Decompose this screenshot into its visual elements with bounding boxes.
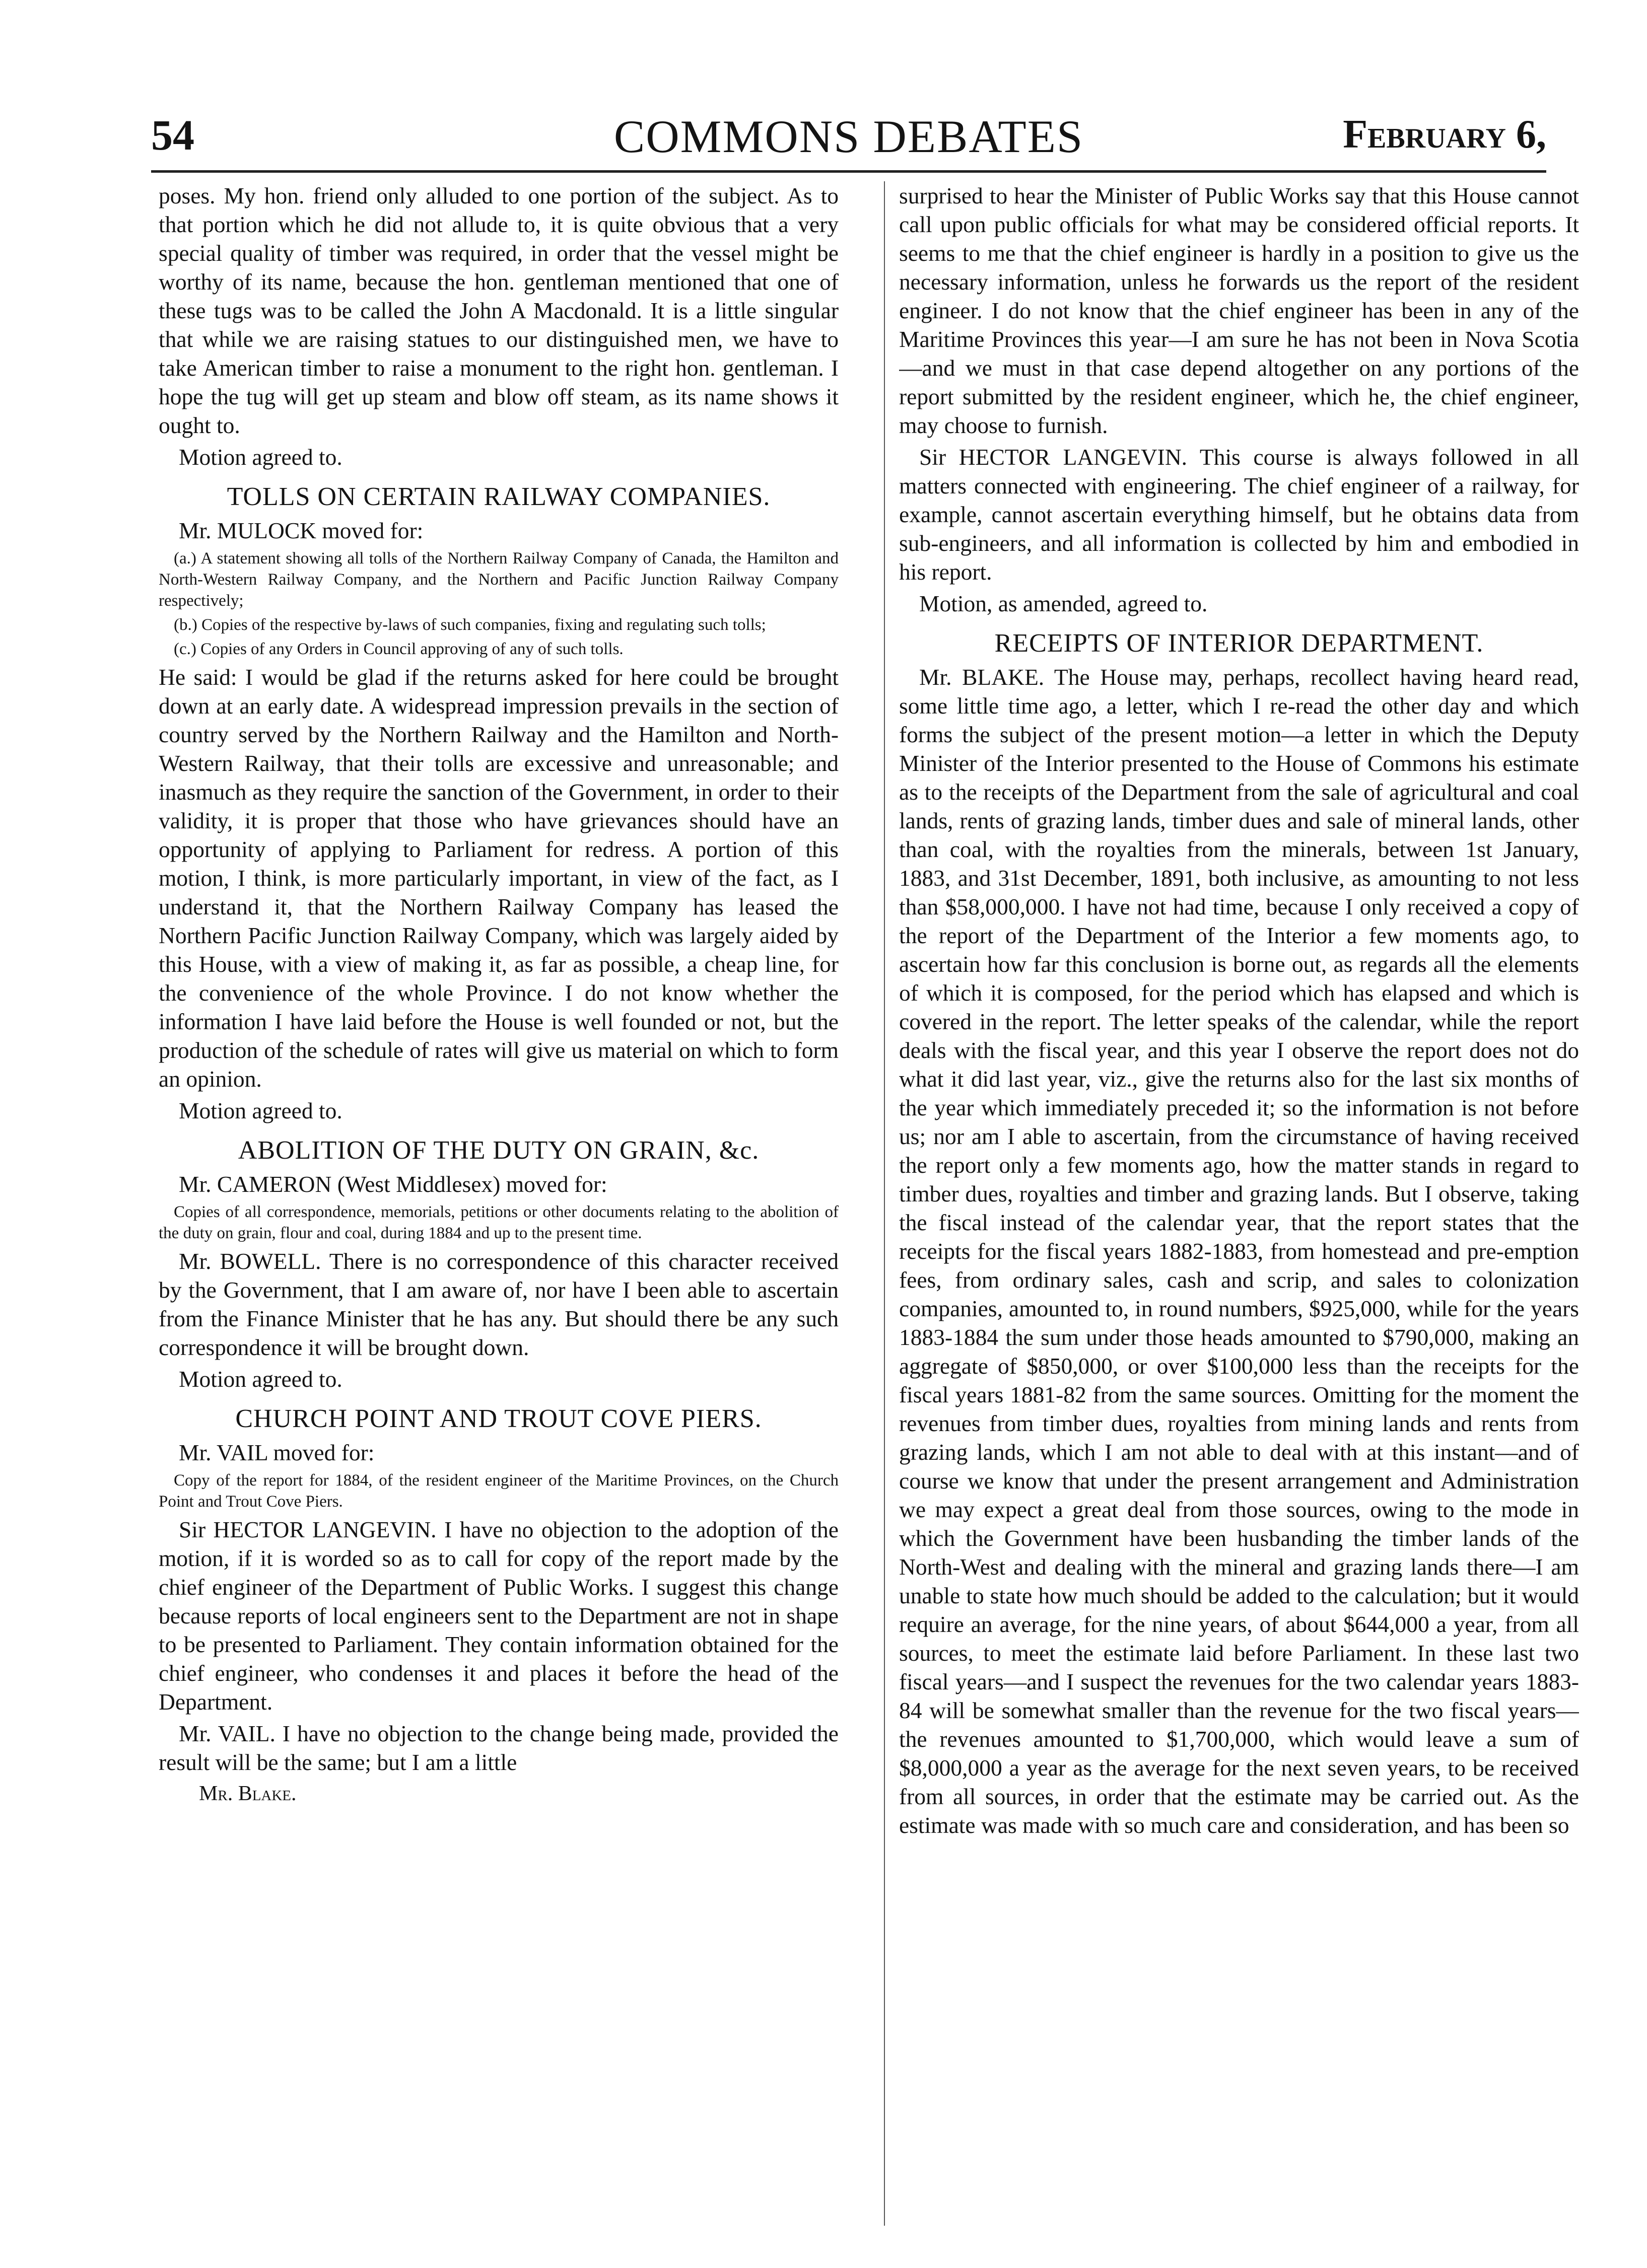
paragraph: Mr. BLAKE. The House may, perhaps, recollect having heard read, some little time ago, a letter, which I re-read the other day and which forms the subject of the present motion—a letter in which the Deputy Minister of the Interior presented to the House of Commons his estimate as to the receipts of the Department from the sale of agricultural and coal lands, rents of grazing lands, timber dues and sale of mineral lands, other than coal, with the royalties from the minerals, between 1st January, 1883, and 31st December, 1891, both inclusive, as amounting to not less than $58,000,000. I have not had time, because I only received a copy of the report of the Department of the Interior a few moments ago, to ascertain how far this conclusion is borne out, as regards all the elements of which it is composed, for the period which has elapsed and which is covered in the report. The letter speaks of the calendar, while the report deals with the fiscal year, and this year I observe the report does not do what it did last year, viz., give the returns also for the last six months of the year which immediately preceded it; so the information is not before us; nor am I able to ascertain, from the circumstance of having received the report only a few moments ago, how the matter stands in regard to timber dues, royalties and timber and grazing lands. But I observe, taking the fiscal instead of the calendar year, that the report states that the receipts for the fiscal years 1882-1883, from homestead and pre-emption fees, from ordinary sales, cash and scrip, and sales to colonization companies, amounted to, in round numbers, $925,000, while for the years 1883-1884 the sum under those heads amounted to $790,000, making an aggregate of $850,000, or over $100,000 less than the receipts for the fiscal years 1881-82 from the same sources. Omitting for the moment the revenues from timber dues, royalties from mining lands and rents from grazing lands, which I am not able to deal with at this instant—and of course we know that under the present arrangement and Administration we may expect a great deal from those sources, owing to the mode in which the Government have been husbanding the timber lands of the North-West and dealing with the mineral and grazing lands there—I am unable to state how much should be added to the calculation; but it would require an average, for the nine years, of about $644,000 a year, from all sources, to meet the estimate laid before Parliament. In these last two fiscal years—and I suspect the revenues for the two calendar years 1883-84 will be somewhat smaller than the revenue for the two fiscal years—the revenues amounted to $1,700,000, which would leave a sum of $8,000,000 a year as the average for the next seven years, to be received from all sources, in order that the estimate may be carried out. As the estimate was made with so much care and consideration, and has been so [899, 664, 1579, 1838]
page-signature: Mr. Blake. [199, 1782, 297, 1805]
motion-result: Motion agreed to. [179, 1098, 342, 1123]
mover-line: Mr. CAMERON (West Middlesex) moved for: [179, 1171, 607, 1197]
paragraph: poses. My hon. friend only alluded to one portion of the subject. As to that portion which he did not allude to, it is quite obvious that a very special quality of timber was required, in order that the vessel might be worthy of its name, because the hon. gentleman mentioned that one of these tugs was to be called the John A Macdonald. It is a little singular that while we are raising statues to our distinguished men, we have to take American timber to raise a monument to the right hon. gentleman. I hope the tug will get up steam and blow off steam, as its name shows it ought to. [159, 183, 839, 438]
motion-result: Motion agreed to. [179, 1366, 342, 1392]
page-number: 54 [151, 111, 194, 159]
mover-line: Mr. MULOCK moved for: [179, 518, 424, 543]
page-header [151, 110, 1546, 165]
section-heading: ABOLITION OF THE DUTY ON GRAIN, &c. [238, 1136, 760, 1165]
motion-result: Motion, as amended, agreed to. [919, 591, 1208, 616]
paragraph: Sir HECTOR LANGEVIN. I have no objection to the adoption of the motion, if it is worded so as to call for copy of the report made by the chief engineer of the Department of Public Works. I suggest this change because reports of local engineers sent to the Department are not in shape to be presented to Parliament. They contain information obtained for the chief engineer, who condenses it and places it before the head of the Department. [159, 1517, 839, 1715]
section-heading: CHURCH POINT AND TROUT COVE PIERS. [235, 1404, 762, 1433]
motion-item: Copies of all correspondence, memorials, petitions or other documents relating to the abolition of the duty on grain, flour and coal, during 1884 and up to the present time. [159, 1203, 839, 1242]
motion-item: (b.) Copies of the respective by-laws of such companies, fixing and regulating such tolls; [174, 616, 766, 634]
column-divider [884, 181, 885, 2226]
section-heading: TOLLS ON CERTAIN RAILWAY COMPANIES. [227, 482, 771, 511]
motion-result: Motion agreed to. [179, 444, 342, 470]
paragraph: Mr. VAIL. I have no objection to the change being made, provided the result will be the same; but I am a little [159, 1721, 839, 1775]
motion-item: Copy of the report for 1884, of the resident engineer of the Maritime Provinces, on the Church Point and Trout Cove Piers. [159, 1471, 839, 1511]
issue-date: February 6, [1343, 112, 1546, 157]
right-column [899, 181, 1579, 2226]
mover-line: Mr. VAIL moved for: [179, 1440, 375, 1465]
motion-item: (a.) A statement showing all tolls of the Northern Railway Company of Canada, the Hamilton and North-Western Railway Company, and the Northern and Pacific Junction Railway Company respectively; [159, 549, 839, 610]
left-column [159, 181, 839, 2226]
paragraph: He said: I would be glad if the returns asked for here could be brought down at an early date. A widespread impression prevails in the section of country served by the Northern Railway and the Hamilton and North-Western Railway, that their tolls are excessive and unreasonable; and inasmuch as they require the sanction of the Government, in order to their validity, it is proper that those who have grievances should have an opportunity of applying to Parliament for redress. A portion of this motion, I think, is more particularly important, in view of the fact, as I understand it, that the Northern Railway Company has leased the Northern Pacific Junction Railway Company, which was largely aided by this House, with a view of making it, as far as possible, a cheap line, for the convenience of the whole Province. I do not know whether the information I have laid before the House is well founded or not, but the production of the schedule of rates will give us material on which to form an opinion. [159, 664, 839, 1092]
motion-item: (c.) Copies of any Orders in Council approving of any of such tolls. [174, 640, 624, 658]
header-rule [151, 170, 1546, 173]
paragraph: Mr. BOWELL. There is no correspondence of this character received by the Government, that I am aware of, nor have I been able to ascertain from the Finance Minister that he has any. But should there be any such correspondence it will be brought down. [159, 1248, 839, 1360]
paragraph: Sir HECTOR LANGEVIN. This course is always followed in all matters connected with engineering. The chief engineer of a railway, for example, cannot ascertain everything himself, but he obtains data from sub-engineers, and all information is collected by him and embodied in his report. [899, 444, 1579, 585]
paragraph: surprised to hear the Minister of Public Works say that this House cannot call upon public officials for what may be considered official reports. It seems to me that the chief engineer is hardly in a position to give us the necessary information, unless he forwards us the report of the resident engineer. I do not know that the chief engineer has been in any of the Maritime Provinces this year—I am sure he has not been in Nova Scotia—and we must in that case depend altogether on any portions of the report submitted by the resident engineer, which he, the chief engineer, may choose to furnish. [899, 183, 1579, 438]
section-heading: RECEIPTS OF INTERIOR DEPARTMENT. [994, 629, 1484, 658]
publication-title: COMMONS DEBATES [613, 111, 1084, 162]
